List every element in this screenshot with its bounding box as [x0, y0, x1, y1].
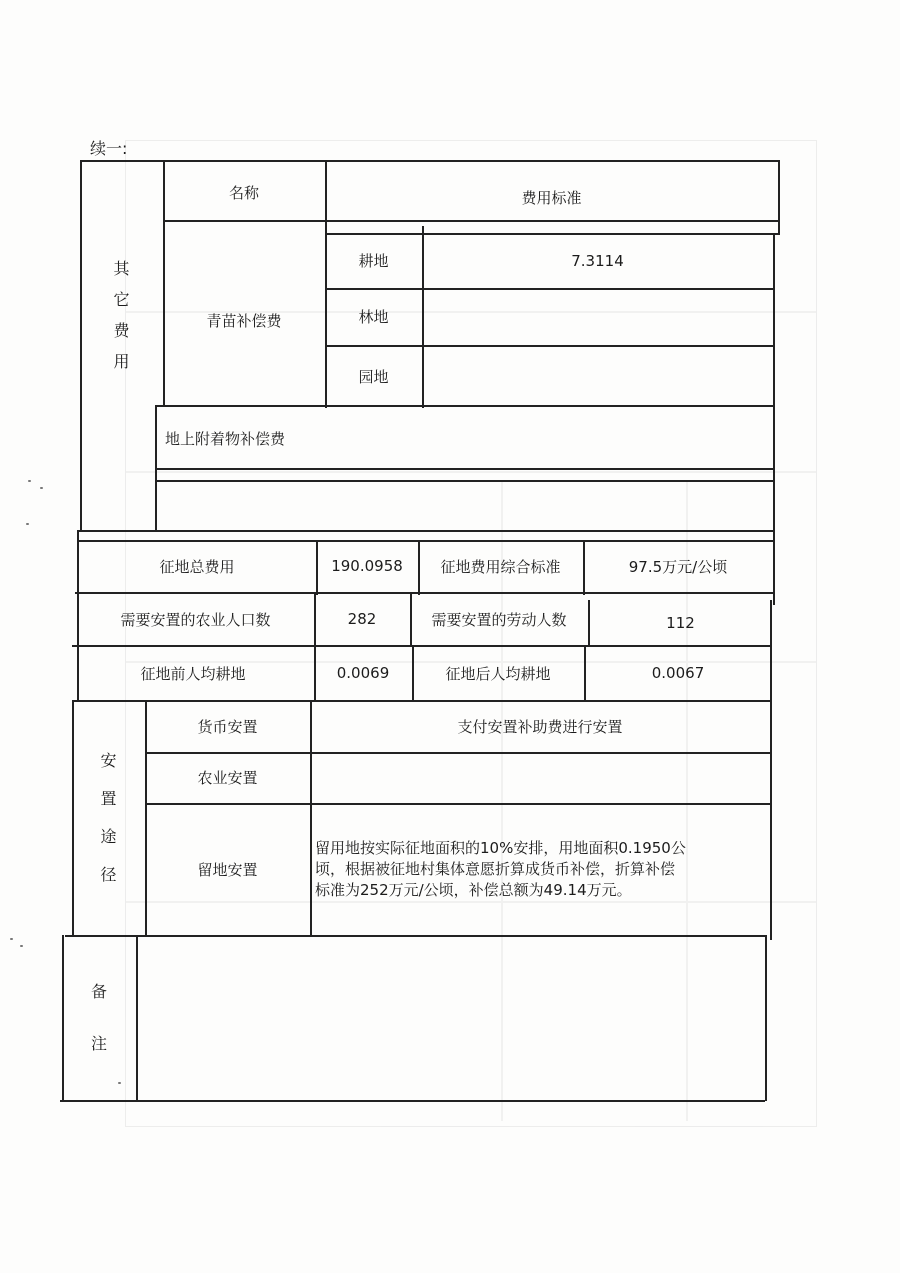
garden-label: 园地 — [358, 367, 389, 386]
name-column-header: 名称 — [228, 183, 259, 202]
reserved-land-resettlement-label: 留地安置 — [197, 860, 258, 879]
seedling-compensation-label: 青苗补偿费 — [206, 311, 282, 330]
continuation-heading: 续一: — [90, 139, 128, 158]
agricultural-resettlement-value — [310, 752, 770, 803]
agricultural-resettlement-label: 农业安置 — [197, 769, 258, 787]
forest-value — [422, 288, 773, 345]
per-capita-before-label: 征地前人均耕地 — [140, 664, 246, 683]
garden-value — [422, 345, 773, 407]
scan-speck — [10, 938, 13, 940]
total-cost-value: 190.0958 — [331, 557, 403, 575]
standard-column-header: 费用标准 — [521, 189, 582, 207]
currency-resettlement-value: 支付安置补助费进行安置 — [457, 717, 623, 736]
scan-speck — [26, 523, 29, 525]
scan-speck — [20, 945, 23, 947]
reserved-land-resettlement-value: 留用地按实际征地面积的10%安排，用地面积0.1950公 顷，根据被征地村集体意愿折算成货币补偿，折算补偿 标准为252万元/公顷，补偿总额为49.14万元。 — [315, 839, 686, 899]
farmland-label: 耕地 — [358, 252, 389, 270]
other-fees-section-label: 其 它 费 用 — [113, 259, 130, 371]
total-cost-label: 征地总费用 — [159, 557, 235, 576]
labor-count-label: 需要安置的劳动人数 — [431, 610, 567, 629]
remarks-section-label: 备 注 — [90, 982, 107, 1053]
farmland-value: 7.3114 — [571, 251, 624, 270]
comprehensive-standard-label: 征地费用综合标准 — [440, 557, 561, 576]
scan-speck — [40, 487, 43, 489]
forest-label: 林地 — [358, 308, 389, 326]
resettlement-section-label: 安 置 途 径 — [100, 750, 117, 884]
comprehensive-standard-value: 97.5万元/公顷 — [628, 557, 728, 576]
farm-population-label: 需要安置的农业人口数 — [120, 610, 271, 629]
attachment-compensation-label: 地上附着物补偿费 — [165, 430, 286, 448]
scan-speck — [28, 480, 31, 482]
currency-resettlement-label: 货币安置 — [197, 717, 258, 736]
farm-population-value: 282 — [347, 610, 377, 628]
per-capita-after-label: 征地后人均耕地 — [445, 664, 551, 683]
per-capita-after-value: 0.0067 — [651, 664, 705, 682]
per-capita-before-value: 0.0069 — [336, 664, 390, 682]
scan-speck — [118, 1082, 121, 1084]
remarks-value — [136, 935, 765, 1101]
labor-count-value: 112 — [666, 613, 695, 632]
attachment-compensation-value — [325, 405, 773, 468]
